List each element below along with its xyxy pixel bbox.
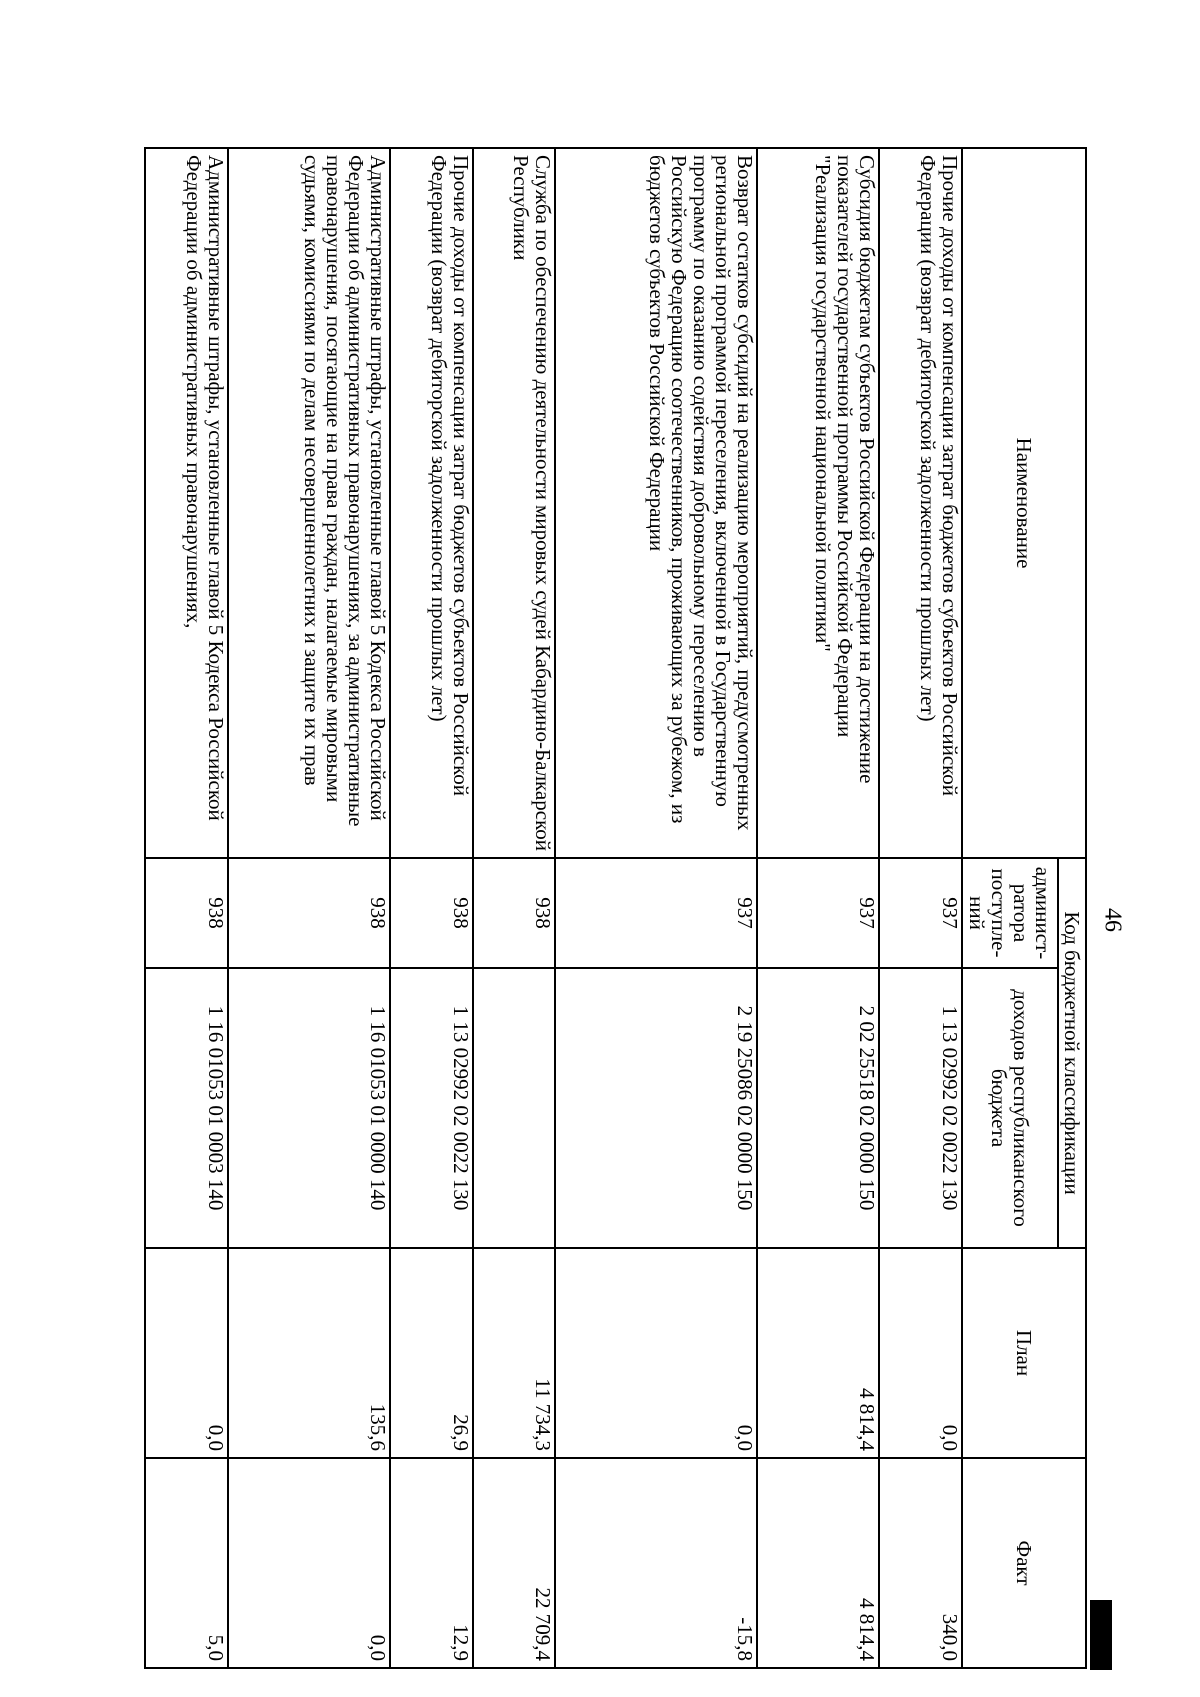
page-number: 46 xyxy=(1099,908,1126,932)
row-name: Возврат остатков субсидий на реализацию мероприятий, предусмотренных региональной программой переселения, включенной в Государственную программу по оказанию содействия добровольному переселению в Российскую Федерацию соотечественников, проживающих за рубежом, из бюджетов субъектов Российской Федерации xyxy=(555,148,757,858)
row-plan: 4 814,4 xyxy=(757,1248,879,1458)
table-row xyxy=(757,148,879,1668)
row-income-code: 1 16 01053 01 0003 140 xyxy=(145,968,228,1248)
row-plan: 135,6 xyxy=(228,1248,390,1458)
row-name: Административные штрафы, установленные главой 5 Кодекса Российской Федерации об административных правонарушениях, за административные правонарушения, посягающие на права граждан, налагаемые мировыми судьями, комиссиями по делам несовершеннолетних и защите их прав xyxy=(228,148,390,858)
table-row xyxy=(390,148,473,1668)
budget-table-container xyxy=(144,147,1087,1667)
header-income: доходов республиканского бюджета xyxy=(962,968,1058,1248)
row-income-code: 1 13 02992 02 0022 130 xyxy=(879,968,962,1248)
row-income-code: 1 13 02992 02 0022 130 xyxy=(390,968,473,1248)
row-name: Служба по обеспечению деятельности мировых судей Кабардино-Балкарской Республики xyxy=(473,148,556,858)
row-plan: 0,0 xyxy=(145,1248,228,1458)
table-row xyxy=(473,148,556,1668)
row-admin-code: 937 xyxy=(555,858,757,968)
header-fact: Факт xyxy=(962,1458,1086,1668)
row-admin-code: 938 xyxy=(390,858,473,968)
header-code-group: Код бюджетной классификации xyxy=(1058,858,1086,1248)
row-plan: 0,0 xyxy=(879,1248,962,1458)
row-admin-code: 938 xyxy=(228,858,390,968)
row-plan: 11 734,3 xyxy=(473,1248,556,1458)
row-income-code: 2 19 25086 02 0000 150 xyxy=(555,968,757,1248)
header-admin: админист-ратора поступле-ний xyxy=(962,858,1058,968)
row-name: Прочие доходы от компенсации затрат бюджетов субъектов Российской Федерации (возврат дебиторской задолженности прошлых лет) xyxy=(390,148,473,858)
row-income-code: 2 02 25518 02 0000 150 xyxy=(757,968,879,1248)
row-fact: -15,8 xyxy=(555,1458,757,1668)
row-fact: 4 814,4 xyxy=(757,1458,879,1668)
row-name: Субсидия бюджетам субъектов Российской Федерации на достижение показателей государственной программы Российской Федерации "Реализация государственной национальной политики" xyxy=(757,148,879,858)
row-admin-code: 938 xyxy=(473,858,556,968)
row-admin-code: 937 xyxy=(879,858,962,968)
row-admin-code: 937 xyxy=(757,858,879,968)
row-income-code: 1 16 01053 01 0000 140 xyxy=(228,968,390,1248)
table-row xyxy=(879,148,962,1668)
table-row xyxy=(145,148,228,1668)
header-name: Наименование xyxy=(962,148,1086,858)
row-name: Административные штрафы, установленные главой 5 Кодекса Российской Федерации об административных правонарушениях, xyxy=(145,148,228,858)
row-fact: 340,0 xyxy=(879,1458,962,1668)
row-income-code xyxy=(473,968,556,1248)
table-row xyxy=(555,148,757,1668)
row-name: Прочие доходы от компенсации затрат бюджетов субъектов Российской Федерации (возврат дебиторской задолженности прошлых лет) xyxy=(879,148,962,858)
row-fact: 22 709,4 xyxy=(473,1458,556,1668)
row-plan: 0,0 xyxy=(555,1248,757,1458)
table-row xyxy=(228,148,390,1668)
row-fact: 0,0 xyxy=(228,1458,390,1668)
row-fact: 5,0 xyxy=(145,1458,228,1668)
budget-table xyxy=(144,147,1087,1669)
row-admin-code: 938 xyxy=(145,858,228,968)
page-mark xyxy=(1090,1600,1112,1670)
header-plan: План xyxy=(962,1248,1086,1458)
row-fact: 12,9 xyxy=(390,1458,473,1668)
row-plan: 26,9 xyxy=(390,1248,473,1458)
